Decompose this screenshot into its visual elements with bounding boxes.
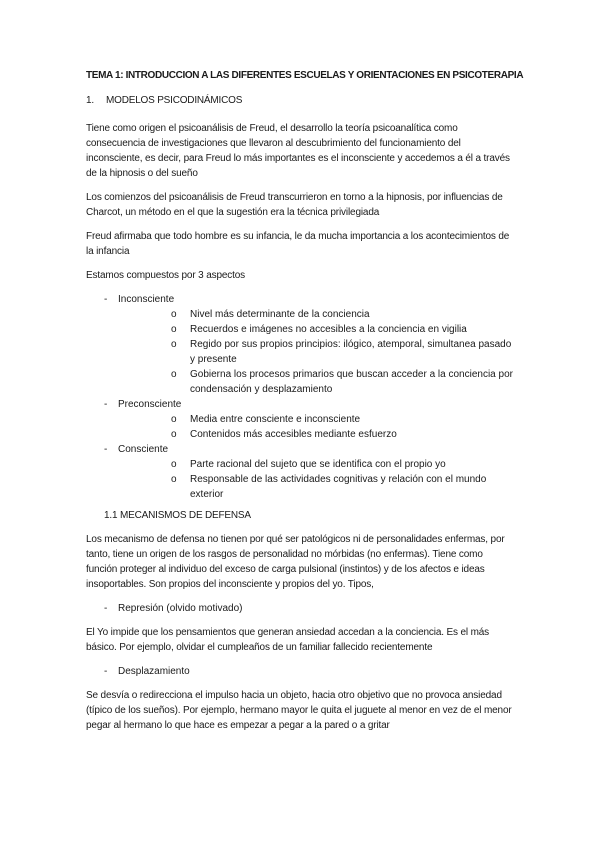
list-item-text: Contenidos más accesibles mediante esfuerzo	[190, 429, 397, 440]
aspect-label: Inconsciente	[118, 294, 175, 305]
list-item-text: Responsable de las actividades cognitivas y relación con el mundo exterior	[190, 474, 487, 500]
circle-bullet: o	[171, 309, 177, 320]
list-item-text: Parte racional del sujeto que se identifica con el propio yo	[190, 459, 446, 470]
section-1-number: 1.	[86, 95, 94, 106]
dash-bullet: -	[104, 444, 108, 455]
section-1-title: MODELOS PSICODINÁMICOS	[106, 95, 243, 106]
circle-bullet: o	[171, 339, 177, 350]
list-item-text: Regido por sus propios principios: ilógico, atemporal, simultanea pasado y presente	[190, 339, 512, 365]
list-item-text: Recuerdos e imágenes no accesibles a la conciencia en vigilia	[190, 324, 467, 335]
term-label: Desplazamiento	[118, 666, 190, 677]
circle-bullet: o	[171, 459, 177, 470]
list-item	[118, 337, 514, 367]
paragraph-defense-intro: Los mecanismo de defensa no tienen por qué ser patológicos ni de personalidades enfermas, por tanto, tiene un origen de los rasgos de personalidad no mórbidas (no enfermas). Tiene como función proteger al individuo del exceso de carga pulsional (instintos) y de los afectos e ideas insoportables. Son propios del inconsciente y propios del yo. Tipos,	[86, 534, 505, 590]
aspect-preconsciente	[86, 397, 514, 442]
dash-bullet: -	[104, 603, 108, 614]
aspect-inconsciente	[86, 292, 514, 397]
term-label: Represión (olvido motivado)	[118, 603, 243, 614]
section-1-heading	[86, 93, 514, 108]
section-1-1-heading	[104, 508, 514, 523]
document-title: TEMA 1: INTRODUCCION A LAS DIFERENTES ESCUELAS Y ORIENTACIONES EN PSICOTERAPIA	[86, 70, 524, 81]
list-item	[118, 457, 514, 472]
list-item	[118, 367, 514, 397]
dash-bullet: -	[104, 294, 108, 305]
aspect-label: Consciente	[118, 444, 169, 455]
list-item-text: Gobierna los procesos primarios que buscan acceder a la conciencia por condensación y desplazamiento	[190, 369, 513, 395]
dash-bullet: -	[104, 399, 108, 410]
aspect-consciente	[86, 442, 514, 502]
circle-bullet: o	[171, 324, 177, 335]
aspects-list	[86, 292, 514, 502]
paragraph-represion: El Yo impide que los pensamientos que generan ansiedad accedan a la conciencia. Es el más básico. Por ejemplo, olvidar el cumpleaños de un familiar fallecido recientemente	[86, 627, 490, 653]
section-1-1-title: MECANISMOS DE DEFENSA	[120, 510, 251, 521]
term-desplazamiento	[86, 664, 514, 679]
aspect-sublist	[118, 412, 514, 442]
list-item-text: Media entre consciente e inconsciente	[190, 414, 361, 425]
list-item	[118, 412, 514, 427]
list-item	[118, 307, 514, 322]
term-represion	[86, 601, 514, 616]
list-item	[118, 322, 514, 337]
aspect-label: Preconsciente	[118, 399, 182, 410]
paragraph-hypnosis: Los comienzos del psicoanálisis de Freud transcurrieron en torno a la hipnosis, por influencias de Charcot, un método en el que la sugestión era la técnica privilegiada	[86, 192, 503, 218]
paragraph-childhood: Freud afirmaba que todo hombre es su infancia, le da mucha importancia a los acontecimientos de la infancia	[86, 231, 510, 257]
paragraph-desplazamiento: Se desvía o redirecciona el impulso hacia un objeto, hacia otro objetivo que no provoca ansiedad (típico de los sueños). Por ejemplo, hermano mayor le quita el juguete al menor en vez de el menor pegar al hermano lo que hace es empezar a pegar a la pared o a gritar	[86, 690, 512, 731]
list-item-text: Nivel más determinante de la conciencia	[190, 309, 370, 320]
circle-bullet: o	[171, 429, 177, 440]
dash-bullet: -	[104, 666, 108, 677]
circle-bullet: o	[171, 414, 177, 425]
paragraph-origin: Tiene como origen el psicoanálisis de Freud, el desarrollo la teoría psicoanalítica como consecuencia de investigaciones que llevaron al descubrimiento del funcionamiento del inconsciente, es decir, para Freud lo más importantes es el inconsciente y accedemos a él a través de la hipnosis o del sueño	[86, 123, 510, 179]
circle-bullet: o	[171, 474, 177, 485]
aspect-sublist	[118, 307, 514, 397]
section-1-1-number: 1.1	[104, 510, 118, 521]
aspect-sublist	[118, 457, 514, 502]
list-item	[118, 427, 514, 442]
paragraph-aspects-intro: Estamos compuestos por 3 aspectos	[86, 270, 246, 281]
list-item	[118, 472, 514, 502]
circle-bullet: o	[171, 369, 177, 380]
